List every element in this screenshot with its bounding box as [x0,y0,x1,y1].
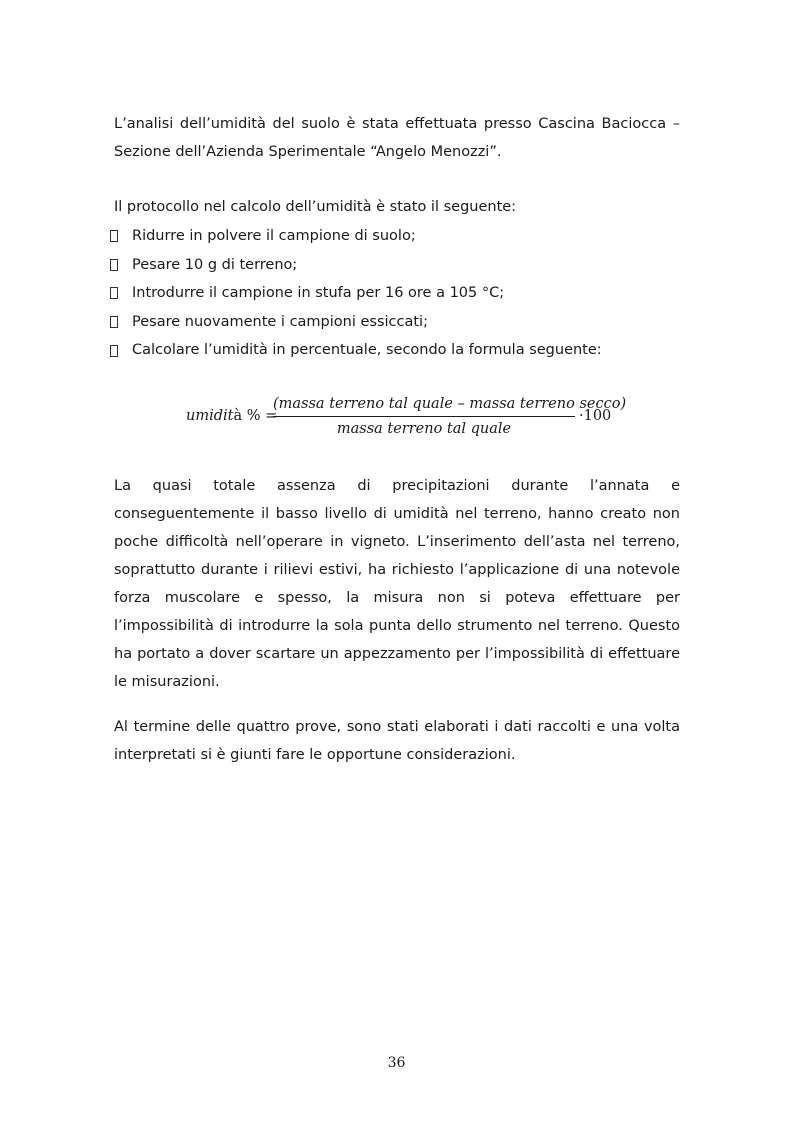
bullet-box-icon [110,230,118,242]
bullet-box-icon [110,345,118,357]
list-item-text: Introdurre il campione in stufa per 16 ore a 105 °C; [132,285,505,302]
paragraph-intro: L’analisi dell’umidità del suolo è stata effettuata presso Cascina Baciocca – Sezione dell’Azienda Sperimentale “Angelo Menozzi”. [114,116,680,160]
page-number: 36 [387,1055,406,1071]
list-item-text: Pesare nuovamente i campioni essiccati; [132,313,428,330]
fraction-bar [273,416,575,417]
formula-lhs-rest: à % = [233,408,278,424]
list-item [110,251,690,280]
list-item-text: Pesare 10 g di terreno; [132,256,298,273]
humidity-formula [186,394,626,440]
list-item-text: Calcolare l’umidità in percentuale, secondo la formula seguente: [132,342,602,359]
list-item [110,336,690,365]
paragraph-protocol-intro: Il protocollo nel calcolo dell’umidità è stato il seguente: [114,199,517,215]
list-item [110,222,690,251]
formula-lhs-italic: umidit [186,408,234,424]
formula-multiplier: ·100 [579,408,612,424]
bullet-box-icon [110,287,118,299]
formula-lhs [186,408,277,424]
bullet-box-icon [110,316,118,328]
protocol-step-list [110,222,690,365]
paragraph-conclusion: Al termine delle quattro prove, sono stati elaborati i dati raccolti e una volta interpretati si è giunti fare le opportune considerazioni. [114,719,680,763]
formula-denominator: massa terreno tal quale [336,421,512,437]
paragraph-difficulties: La quasi totale assenza di precipitazioni durante l’annata e conseguentemente il basso livello di umidità nel terreno, hanno creato non poche difficoltà nell’operare in vigneto. L’inserimento dell’asta nel terreno, soprattutto durante i rilievi estivi, ha richiesto l’applicazione di una notevole forza muscolare e spesso, la misura non si poteva effettuare per l’impossibilità di introdurre la sola punta dello strumento nel terreno. Questo ha portato a dover scartare un appezzamento per l’impossibilità di effettuare le misurazioni. [114,478,680,690]
list-item [110,279,690,308]
formula-numerator: (massa terreno tal quale – massa terreno secco) [273,396,627,412]
list-item [110,308,690,337]
list-item-text: Ridurre in polvere il campione di suolo; [132,228,416,244]
bullet-box-icon [110,259,118,271]
